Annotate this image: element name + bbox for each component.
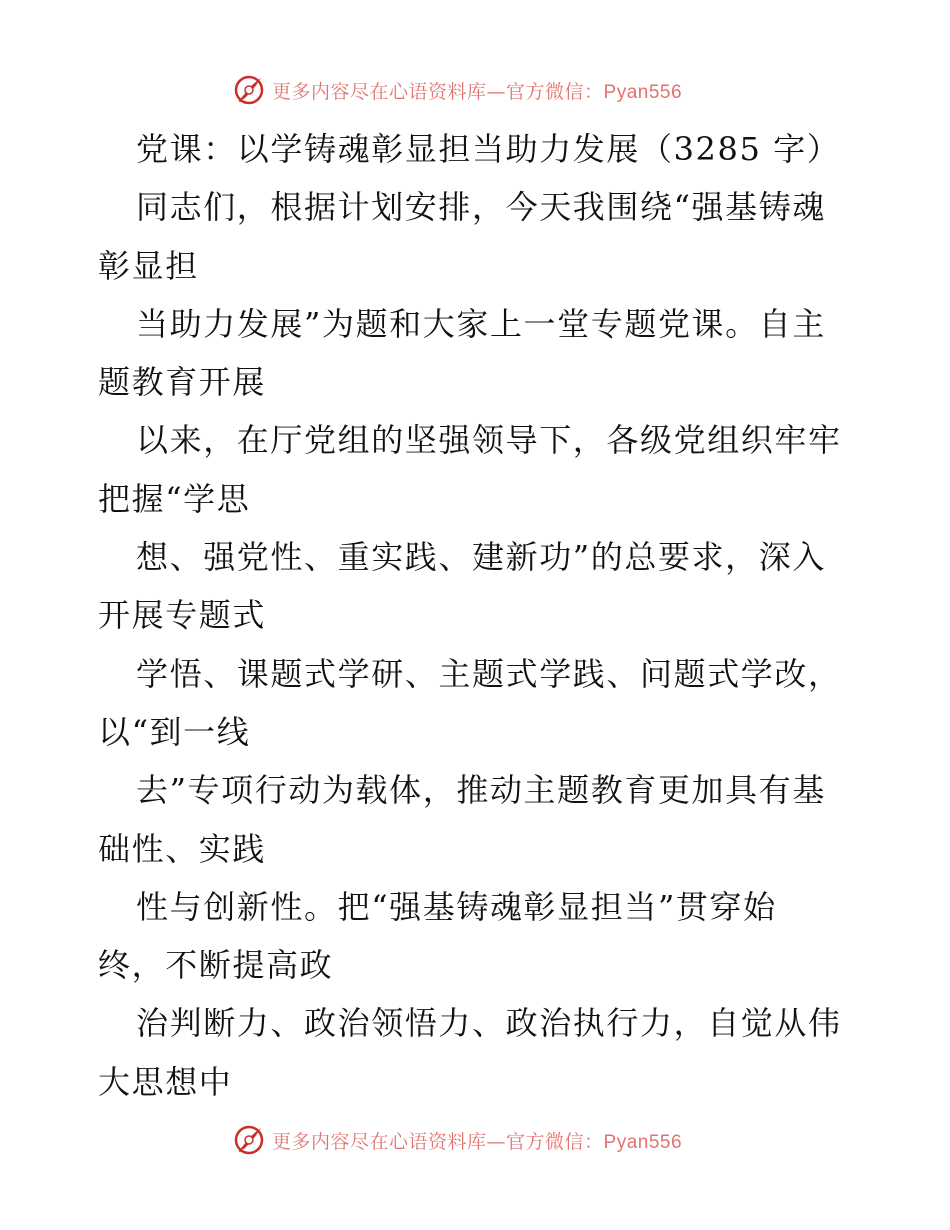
watermark-text: 更多内容尽在心语资料库—官方微信：Pyan556 (272, 80, 683, 103)
quill-logo-icon (232, 73, 266, 107)
document-body (98, 120, 858, 1111)
watermark-text: 更多内容尽在心语资料库—官方微信：Pyan556 (272, 1130, 683, 1153)
paragraph-line: 治判断力、政治领悟力、政治执行力，自觉从伟 (136, 1004, 842, 1043)
paragraph-line: 终，不断提高政 (98, 946, 334, 985)
header-watermark (232, 70, 682, 110)
paragraph-line: 彰显担 (98, 246, 199, 285)
paragraph-line: 同志们，根据计划安排，今天我围绕“强基铸魂 (136, 188, 826, 227)
quill-logo-icon (232, 1123, 266, 1157)
paragraph-line: 以“到一线 (98, 712, 251, 751)
paragraph-line: 大思想中 (98, 1062, 233, 1101)
footer-watermark (232, 1120, 682, 1160)
doc-title: 党课：以学铸魂彰显担当助力发展（3285 字） (136, 130, 841, 168)
paragraph-line: 把握“学思 (98, 479, 251, 518)
paragraph-line: 础性、实践 (98, 829, 267, 868)
paragraph-line: 以来，在厅党组的坚强领导下，各级党组织牢牢 (136, 421, 842, 460)
paragraph-line: 去”专项行动为载体，推动主题教育更加具有基 (136, 771, 826, 810)
paragraph-line: 开展专题式 (98, 596, 267, 635)
paragraph-line: 题教育开展 (98, 363, 267, 402)
paragraph-line: 性与创新性。把“强基铸魂彰显担当”贯穿始 (136, 887, 777, 926)
paragraph-line: 当助力发展”为题和大家上一堂专题党课。自主 (136, 304, 826, 343)
paragraph-line: 想、强党性、重实践、建新功”的总要求，深入 (136, 538, 826, 577)
paragraph-line: 学悟、课题式学研、主题式学践、问题式学改， (136, 654, 842, 693)
